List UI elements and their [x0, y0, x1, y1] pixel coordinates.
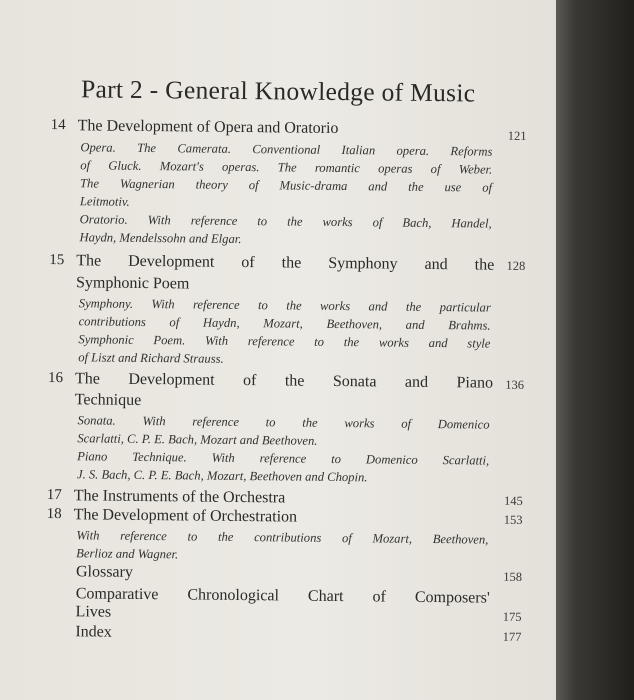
page-number: 177 — [502, 629, 522, 644]
table-of-contents — [45, 0, 532, 700]
chapter-15-description-line: contributions of Haydn, Mozart, Beethoven, and Brahms. — [78, 314, 491, 333]
page-number: 158 — [503, 569, 523, 584]
page-edge-shadow — [556, 0, 634, 700]
page-number: 175 — [502, 609, 522, 624]
chapter-number: 14 — [50, 116, 66, 134]
chapter-14-description-line: Haydn, Mendelssohn and Elgar. — [79, 230, 242, 246]
chronological-chart-entry — [46, 585, 526, 607]
chapter-15-description-line: Symphonic Poem. With reference to the works and style — [78, 332, 491, 351]
chapter-15-title-continued: Symphonic Poem — [75, 274, 190, 293]
chapter-16-description-line: Sonata. With reference to the works of Domenico — [77, 413, 490, 432]
chronological-chart-title: Comparative Chronological Chart of Composers' — [75, 585, 490, 607]
chapter-16-description-line: Scarlatti, C. P. E. Bach, Mozart and Beethoven. — [77, 431, 318, 448]
chapter-number: 18 — [46, 505, 62, 523]
chapter-15-description-line: Symphony. With reference to the works and the particular — [78, 296, 491, 315]
chapter-16-entry — [47, 369, 528, 392]
chapter-title: The Development of Orchestration — [73, 506, 298, 526]
index-entry — [45, 623, 525, 644]
chapter-number: 17 — [46, 486, 62, 504]
chapter-15-entry — [49, 251, 529, 274]
index-label: Index — [75, 623, 112, 641]
glossary-label: Glossary — [75, 563, 133, 581]
chapter-14-description-line: of Gluck. Mozart's operas. The romantic operas of Weber. — [80, 158, 493, 177]
chapter-18-entry — [46, 505, 527, 527]
chapter-14-entry — [50, 116, 531, 143]
page-number: 153 — [503, 512, 523, 527]
chapter-16-description-line: Piano Technique. With reference to Domenico Scarlatti, — [77, 449, 490, 468]
chapter-15-description-line: of Liszt and Richard Strauss. — [78, 350, 224, 366]
chapter-17-entry — [46, 486, 527, 508]
chapter-16-title-continued: Technique — [74, 391, 142, 409]
chapter-14-description-line: The Wagnerian theory of Music-drama and the use of — [80, 176, 493, 195]
chapter-16-description-line: J. S. Bach, C. P. E. Bach, Mozart, Beethoven and Chopin. — [76, 467, 368, 485]
chapter-title: The Development of the Sonata and Piano — [74, 370, 494, 392]
page-number: 121 — [507, 128, 527, 143]
chapter-number: 16 — [47, 369, 64, 387]
chapter-title: The Development of Opera and Oratorio — [77, 117, 339, 138]
chapter-18-description-line: Berlioz and Wagner. — [76, 546, 179, 562]
page-number: 145 — [503, 493, 523, 508]
page-number: 128 — [506, 258, 526, 273]
chapter-18-description-line: With reference to the contributions of Mozart, Beethoven, — [76, 528, 489, 547]
chapter-number: 15 — [49, 251, 65, 269]
chronological-chart-title-continued: Lives — [75, 603, 112, 621]
chapter-title: The Development of the Symphony and the — [76, 252, 495, 274]
chapter-14-description-line: Leitmotiv. — [79, 194, 130, 209]
chapter-14-description-line: Oratorio. With reference to the works of Bach, Handel, — [79, 212, 492, 231]
chapter-title: The Instruments of the Orchestra — [73, 487, 286, 507]
chapter-14-description-line: Opera. The Camerata. Conventional Italian opera. Reforms — [80, 140, 493, 159]
page-number: 136 — [505, 377, 525, 392]
part-title: Part 2 - General Knowledge of Music — [80, 74, 476, 108]
